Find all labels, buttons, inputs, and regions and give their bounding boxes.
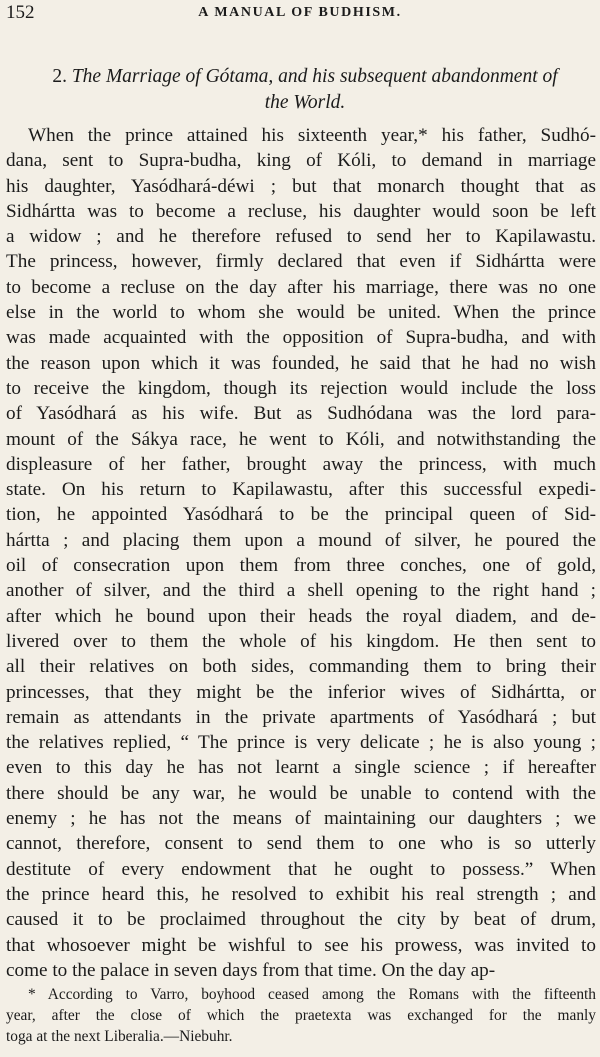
body-text-line: to become a recluse on the day after his marriage, there was no one: [6, 276, 596, 298]
body-text: [6, 123, 596, 983]
footnote-line: * According to Varro, boyhood ceased among the Romans with the fifteenth: [28, 986, 596, 1003]
footnote-line: toga at the next Liberalia.—Niebuhr.: [6, 1028, 233, 1045]
body-text-line: remain as attendants in the private apartments of Yasódhará ; but: [6, 706, 596, 728]
body-text-line: hártta ; and placing them upon a mound of silver, he poured the: [6, 529, 596, 551]
body-text-line: state. On his return to Kapilawastu, after this successful expedi-: [6, 479, 596, 501]
body-text-line: The princess, however, firmly declared that even if Sidhártta were: [6, 251, 596, 273]
body-text-line: destitute of every endowment that he ought to possess.” When: [6, 858, 596, 880]
body-text-line: oil of consecration upon them from three conches, one of gold,: [6, 555, 596, 577]
page-number: 152: [6, 2, 35, 23]
body-text-line: even to this day he has not learnt a single science ; if hereafter: [6, 757, 596, 779]
body-text-line: the relatives replied, “ The prince is very delicate ; he is also young ;: [6, 732, 596, 754]
body-text-line: another of silver, and the third a shell opening to the right hand ;: [6, 580, 596, 602]
body-text-line: all their relatives on both sides, commanding them to bring their: [6, 656, 596, 678]
footnote-line: year, after the close of which the praetexta was exchanged for the manly: [6, 1007, 596, 1024]
section-number: 2.: [52, 66, 67, 87]
body-text-line: there should be any war, he would be unable to contend with the: [6, 782, 596, 804]
section-heading: [30, 64, 580, 116]
running-head: [6, 2, 594, 26]
body-text-line: the prince heard this, he resolved to exhibit his real strength ; and: [6, 883, 596, 905]
body-text-line: come to the palace in seven days from that time. On the day ap-: [6, 959, 496, 981]
body-text-line: else in the world to whom she would be united. When the prince: [6, 302, 596, 324]
body-text-line: his daughter, Yasódhará-déwi ; but that monarch thought that as: [6, 175, 596, 197]
body-text-line: that whosoever might be wishful to see his prowess, was invited to: [6, 934, 596, 956]
body-text-line: When the prince attained his sixteenth year,* his father, Sudhó-: [28, 125, 596, 146]
section-title-line-2: the World.: [264, 92, 346, 113]
body-text-line: tion, he appointed Yasódhará to be the principal queen of Sid-: [6, 504, 596, 526]
body-text-line: of Yasódhará as his wife. But as Sudhódana was the lord para-: [6, 403, 596, 425]
body-text-line: a widow ; and he therefore refused to send her to Kapilawastu.: [6, 226, 596, 248]
body-text-line: livered over to them the whole of his kingdom. He then sent to: [6, 630, 596, 652]
body-text-line: was made acquainted with the opposition of Supra-budha, and with: [6, 327, 596, 349]
body-text-line: displeasure of her father, brought away the princess, with much: [6, 453, 596, 475]
body-text-line: Sidhártta was to become a recluse, his daughter would soon be left: [6, 200, 596, 222]
body-text-line: mount of the Sákya race, he went to Kóli, and notwithstanding the: [6, 428, 596, 450]
section-title-line-1: The Marriage of Gótama, and his subsequent abandonment of: [71, 66, 558, 87]
body-text-line: cannot, therefore, consent to send them to one who is so utterly: [6, 833, 596, 855]
running-title: A MANUAL OF BUDHISM.: [198, 5, 402, 20]
body-text-line: enemy ; he has not the means of maintaining our daughters ; we: [6, 808, 596, 830]
body-text-line: princesses, that they might be the inferior wives of Sidhártta, or: [6, 681, 596, 703]
body-text-line: dana, sent to Supra-budha, king of Kóli, to demand in marriage: [6, 150, 596, 172]
body-text-line: to receive the kingdom, though its rejection would include the loss: [6, 377, 596, 399]
body-text-line: the reason upon which it was founded, he said that he had no wish: [6, 352, 596, 374]
body-text-line: after which he bound upon their heads the royal diadem, and de-: [6, 605, 596, 627]
body-text-line: caused it to be proclaimed throughout the city by beat of drum,: [6, 909, 596, 931]
footnote: [6, 984, 596, 1047]
